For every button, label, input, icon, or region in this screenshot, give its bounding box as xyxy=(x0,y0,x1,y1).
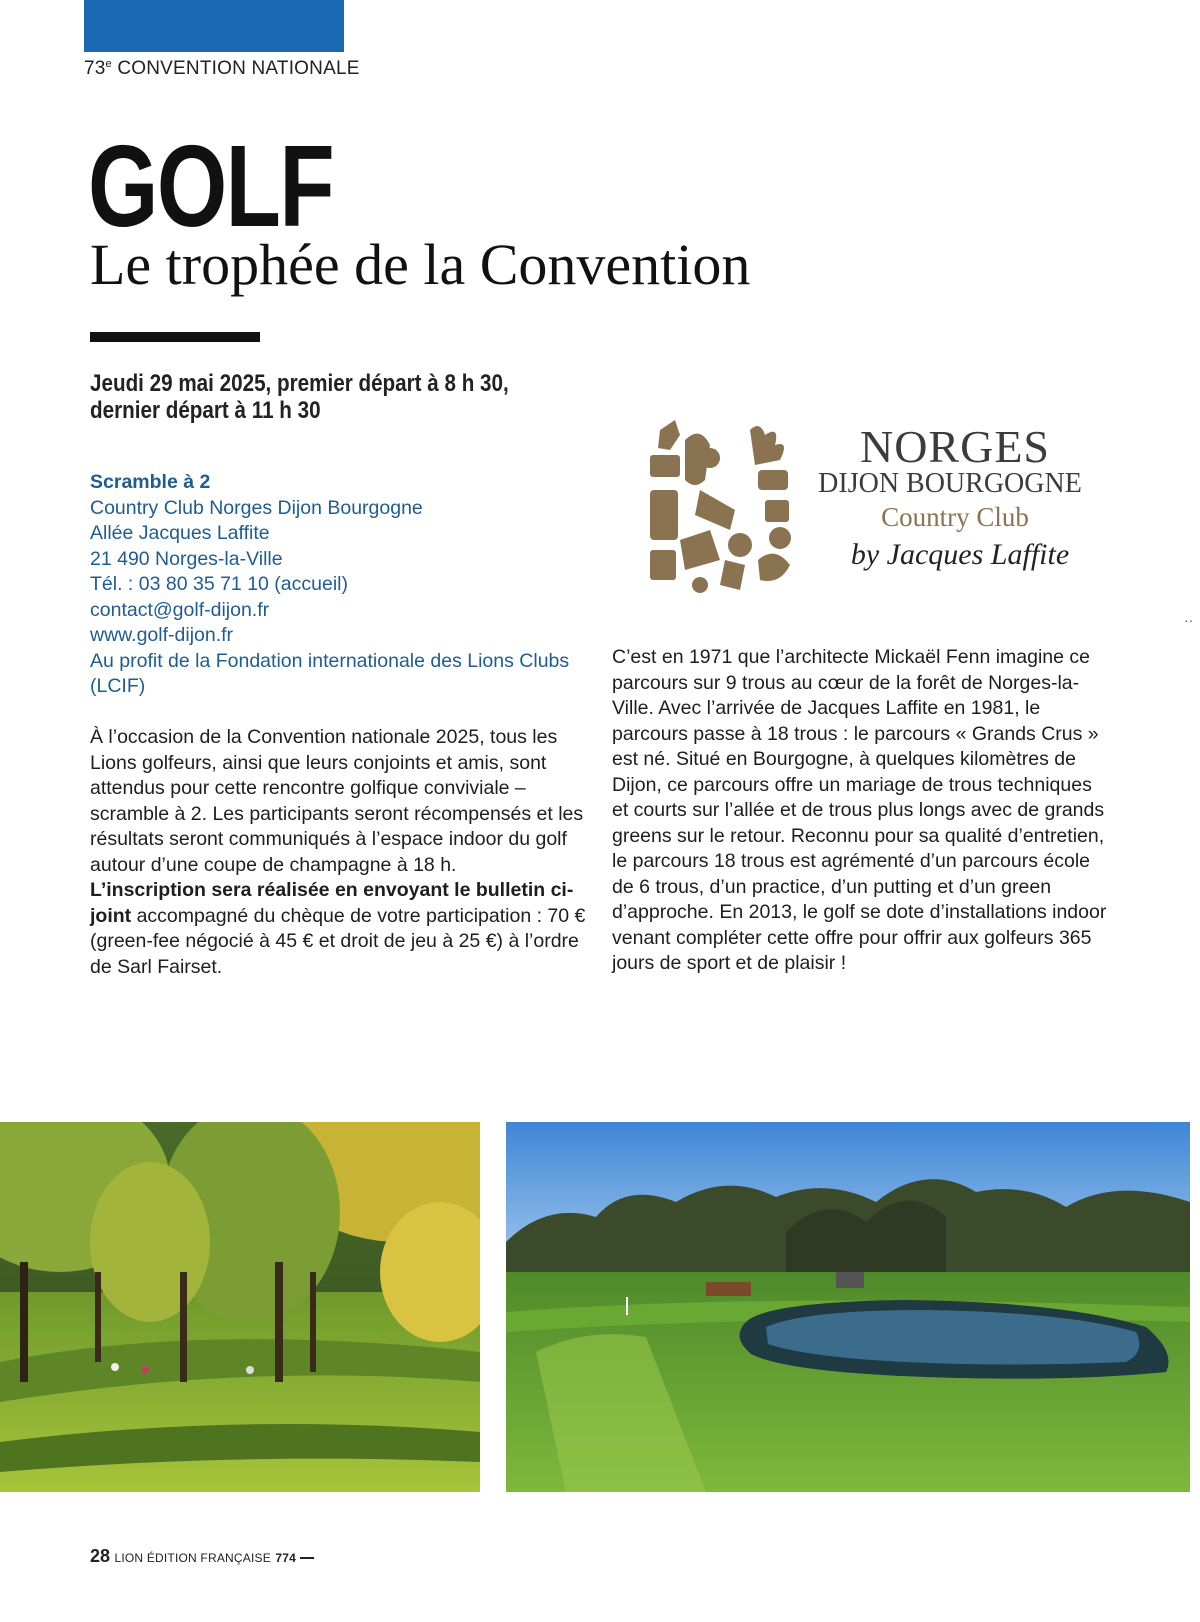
norges-logo xyxy=(640,420,1080,606)
logo-emblem-icon xyxy=(640,420,820,600)
pond-fairway-photo xyxy=(506,1122,1190,1492)
header-color-bar xyxy=(84,0,344,52)
fairway-trees-photo xyxy=(0,1122,480,1492)
title-rule xyxy=(90,332,260,342)
beneficiary: Au profit de la Fondation internationale des Lions Clubs (LCIF) xyxy=(90,649,570,697)
club-website-link[interactable]: www.golf-dijon.fr xyxy=(90,624,234,646)
registration-rest: accompagné du chèque de votre participation : 70 € (green-fee négocié à 45 € et droit de jeu à 25 €) à l’ordre de Sarl Fairset. xyxy=(90,904,586,978)
club-email-link[interactable]: contact@golf-dijon.fr xyxy=(90,598,270,621)
club-name: Country Club Norges Dijon Bourgogne xyxy=(90,496,423,519)
registration-paragraph xyxy=(90,725,590,980)
logo-club: Country Club xyxy=(881,502,1029,532)
logo-signature: by Jacques Laffite xyxy=(850,538,1070,571)
logo-region: DIJON BOURGOGNE xyxy=(818,468,1082,499)
club-phone: Tél. : 03 80 35 71 10 (accueil) xyxy=(90,573,348,595)
page-footer xyxy=(90,1546,314,1567)
page-number: 28 xyxy=(90,1546,111,1566)
course-history-paragraph: C’est en 1971 que l’architecte Mickaël Fenn imagine ce parcours sur 9 trous au cœur de la forêt de Norges-la-Ville. Avec l’arrivée de Jacques Laffite en 1981, le parcours passe à 18 trous : le parcours « Grands Crus » est né. Situé en Bourgogne, à quelques kilomètres de Dijon, ce parcours offre un mariage de trous techniques et courts sur l’allée et de trous plus longs avec de grands greens sur le retour. Reconnu pour sa qualité d’entretien, le parcours 18 trous est agrémenté d’un parcours école de 6 trous, d’un practice, d’un putting et d’un green d’approche. En 2013, le golf se dote d’installations indoor venant compléter cette offre pour offrir aux golfeurs 365 jours de sport et de plaisir ! xyxy=(612,646,1107,974)
registration-bold: L’inscription sera réalisée en envoyant le bulletin ci-joint xyxy=(90,879,574,927)
footer-dash xyxy=(300,1557,314,1559)
logo-name: NORGES xyxy=(859,421,1051,472)
margin-dots: ·· xyxy=(1184,612,1194,628)
magazine-name: LION ÉDITION FRANÇAISE xyxy=(114,1551,271,1565)
club-city: 21 490 Norges-la-Ville xyxy=(90,547,283,570)
event-date: Jeudi 29 mai 2025, premier départ à 8 h 30, dernier départ à 11 h 30 xyxy=(90,370,509,424)
page-subtitle: Le trophée de la Convention xyxy=(90,232,751,297)
page-title: GOLF xyxy=(88,121,334,251)
event-info xyxy=(90,470,590,700)
event-format: Scramble à 2 xyxy=(90,471,211,493)
club-street: Allée Jacques Laffite xyxy=(90,522,270,544)
issue-number: 774 xyxy=(275,1551,296,1565)
intro-text: À l’occasion de la Convention nationale 2025, tous les Lions golfeurs, ainsi que leurs conjoints et amis, sont attendus pour cette rencontre golfique conviviale – scramble à 2. Les participants seront récompensés et les résultats seront communiqués à l’espace indoor du golf autour d’une coupe de champagne à 18 h. xyxy=(90,726,584,876)
section-label: 73e CONVENTION NATIONALE xyxy=(84,58,360,79)
